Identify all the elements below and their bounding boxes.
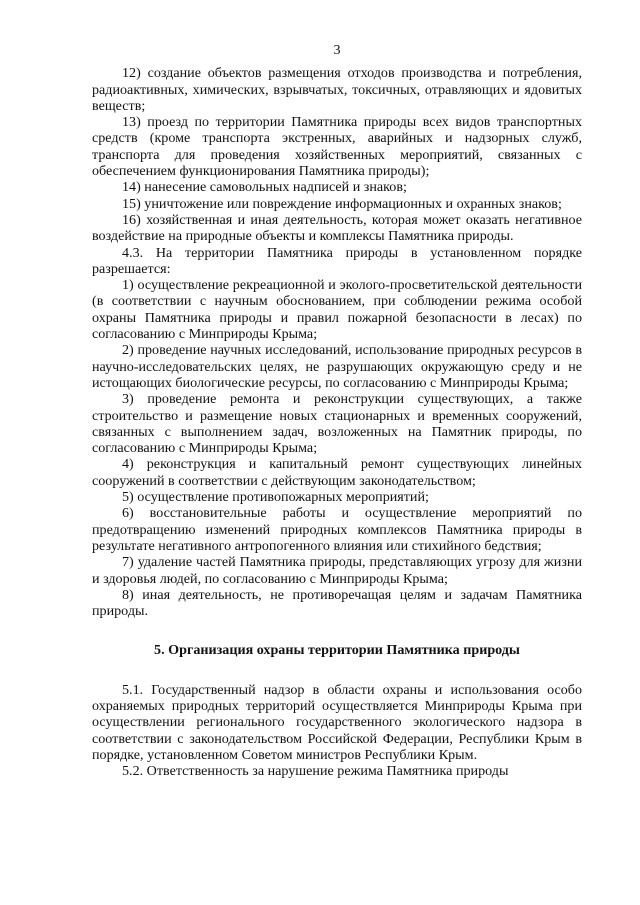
allowed-item-5: 5) осуществление противопожарных мероприятий; <box>122 489 429 506</box>
clause-5-2: 5.2. Ответственность за нарушение режима Памятника природы <box>122 763 509 780</box>
allowed-item-3: 3) проведение ремонта и реконструкции существующих, а также строительство и размещение новых стационарных и временных сооружений, связанных с выполнением задач, возложенных на Памятник природы, по согласованию с Минприроды Крыма; <box>92 391 582 457</box>
allowed-item-2: 2) проведение научных исследований, использование природных ресурсов в научно-исследовательских целях, не разрушающих окружающую среду и не истощающих биологические ресурсы, по согласованию с Минприроды Крыма; <box>92 342 582 391</box>
list-item-16: 16) хозяйственная и иная деятельность, которая может оказать негативное воздействие на природные объекты и комплексы Памятника природы. <box>92 211 582 245</box>
allowed-item-4: 4) реконструкция и капитальный ремонт существующих линейных сооружений в соответствии с действующим законодательством; <box>92 456 582 489</box>
clause-5-1: 5.1. Государственный надзор в области охраны и использования особо охраняемых природных территорий осуществляется Минприроды Крыма при осуществлении регионального государственного экологического надзора в соответствии с законодательством Российской Федерации, Республики Крым в порядке, установленном Советом министров Республики Крым. <box>92 681 582 763</box>
allowed-item-1: 1) осуществление рекреационной и эколого-просветительской деятельности (в соответствии с научным обоснованием, при соблюдении режима особой охраны Памятника природы и правил пожарной безопасности в лесах) по согласованию с Минприроды Крыма; <box>92 277 582 343</box>
page-number: 3 <box>333 42 341 58</box>
list-item-12: 12) создание объектов размещения отходов производства и потребления, радиоактивных, химических, взрывчатых, токсичных, отравляющих и ядовитых веществ; <box>92 65 582 114</box>
list-item-13: 13) проезд по территории Памятника природы всех видов транспортных средств (кроме транспорта экстренных, аварийных и надзорных служб, транспорта для проведения хозяйственных мероприятий, связанных с обеспечением функционирования Памятника природы); <box>92 114 582 180</box>
allowed-item-7: 7) удаление частей Памятника природы, представляющих угрозу для жизни и здоровья людей, по согласованию с Минприроды Крыма; <box>92 554 582 587</box>
allowed-item-6: 6) восстановительные работы и осуществление мероприятий по предотвращению изменений природных комплексов Памятника природы в результате негативного антропогенного влияния или стихийного бедствия; <box>92 505 582 554</box>
clause-4-3: 4.3. На территории Памятника природы в установленном порядке разрешается: <box>92 244 582 277</box>
section-heading: 5. Организация охраны территории Памятника природы <box>154 642 520 659</box>
list-item-15: 15) уничтожение или повреждение информационных и охранных знаков; <box>122 195 562 212</box>
list-item-14: 14) нанесение самовольных надписей и знаков; <box>122 179 407 196</box>
allowed-item-8: 8) иная деятельность, не противоречащая целям и задачам Памятника природы. <box>92 586 582 620</box>
